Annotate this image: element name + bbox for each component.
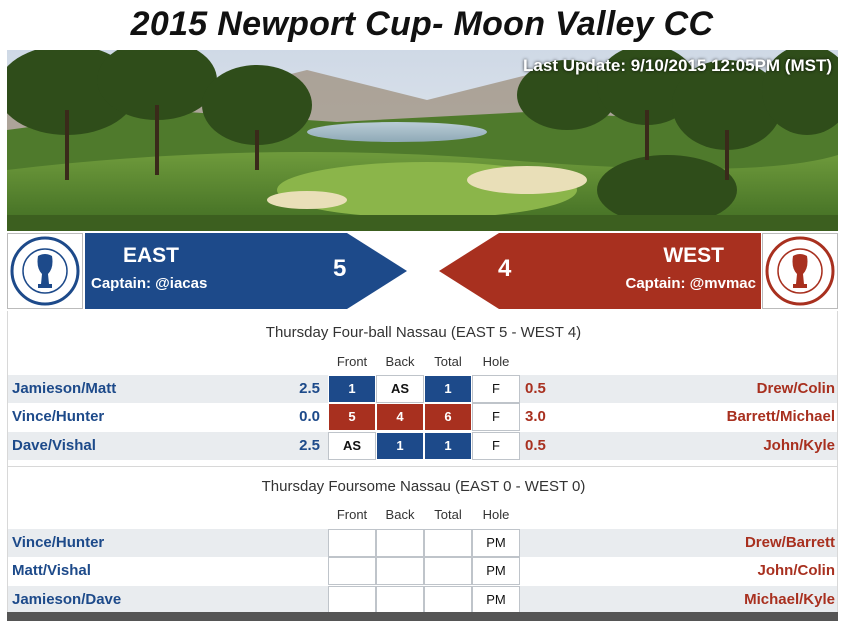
- west-team-name: WEST: [663, 244, 724, 267]
- front-score: [328, 586, 376, 614]
- west-points: 0.5: [525, 380, 546, 397]
- total-score: [424, 557, 472, 585]
- east-pair: Matt/Vishal: [12, 562, 91, 579]
- front-score: 1: [328, 375, 376, 403]
- foursome-title: Thursday Foursome Nassau (EAST 0 - WEST 0): [261, 478, 586, 495]
- west-score: 4: [498, 255, 512, 282]
- trophy-icon: [763, 234, 837, 308]
- west-captain: Captain: @mvmac: [625, 275, 756, 292]
- front-score: [328, 557, 376, 585]
- total-score: [424, 586, 472, 614]
- total-score: 6: [424, 403, 472, 431]
- west-pair: Michael/Kyle: [744, 591, 835, 608]
- sand-trap-logo-west: [762, 233, 838, 309]
- bottom-divider: [7, 612, 838, 621]
- hole-status: PM: [472, 529, 520, 557]
- match-row[interactable]: [8, 375, 837, 403]
- east-points: 2.5: [299, 380, 320, 397]
- banner-shapes: [7, 231, 838, 311]
- col-front: Front: [336, 354, 368, 369]
- east-captain: Captain: @iacas: [91, 275, 208, 292]
- back-score: 1: [376, 432, 424, 460]
- match-row[interactable]: [8, 432, 837, 460]
- page-title: 2015 Newport Cup- Moon Valley CC: [130, 5, 714, 43]
- col-back: Back: [385, 354, 415, 369]
- match-row[interactable]: [8, 557, 837, 585]
- west-pair: Drew/Colin: [756, 380, 835, 397]
- foursome-section: [7, 466, 838, 612]
- back-score: [376, 557, 424, 585]
- east-pair: Vince/Hunter: [12, 408, 105, 425]
- match-row[interactable]: [8, 529, 837, 557]
- back-score: [376, 529, 424, 557]
- fourball-section: [7, 311, 838, 466]
- front-score: 5: [328, 403, 376, 431]
- sand-trap-logo-east: [7, 233, 83, 309]
- east-score: 5: [333, 255, 347, 282]
- total-score: 1: [424, 432, 472, 460]
- west-points: 3.0: [525, 408, 546, 425]
- hole-status: F: [472, 403, 520, 431]
- match-row[interactable]: [8, 586, 837, 614]
- east-pair: Dave/Vishal: [12, 437, 96, 454]
- course-photo-illustration: [7, 50, 838, 231]
- front-score: [328, 529, 376, 557]
- west-pair: John/Kyle: [763, 437, 835, 454]
- fourball-title: Thursday Four-ball Nassau (EAST 5 - WEST 4): [265, 324, 582, 341]
- east-pair: Vince/Hunter: [12, 534, 105, 551]
- front-score: AS: [328, 432, 376, 460]
- west-points: 0.5: [525, 437, 546, 454]
- hole-status: PM: [472, 586, 520, 614]
- hole-status: PM: [472, 557, 520, 585]
- match-row[interactable]: [8, 403, 837, 431]
- back-score: 4: [376, 403, 424, 431]
- hole-status: F: [472, 432, 520, 460]
- back-score: AS: [376, 375, 424, 403]
- east-team-name: EAST: [123, 244, 180, 267]
- last-update: Last Update: 9/10/2015 12:05PM (MST): [523, 56, 832, 75]
- trophy-icon: [8, 234, 82, 308]
- east-pair: Jamieson/Dave: [12, 591, 122, 608]
- col-total: Total: [434, 507, 462, 522]
- west-pair: Barrett/Michael: [726, 408, 835, 425]
- total-score: 1: [424, 375, 472, 403]
- col-hole: Hole: [482, 354, 510, 369]
- west-pair: John/Colin: [757, 562, 835, 579]
- back-score: [376, 586, 424, 614]
- hole-status: F: [472, 375, 520, 403]
- east-points: 2.5: [299, 437, 320, 454]
- col-hole: Hole: [482, 507, 510, 522]
- col-front: Front: [336, 507, 368, 522]
- total-score: [424, 529, 472, 557]
- east-pair: Jamieson/Matt: [12, 380, 117, 397]
- team-banner: [7, 231, 838, 311]
- west-pair: Drew/Barrett: [744, 534, 835, 551]
- course-photo: [7, 50, 838, 231]
- col-total: Total: [434, 354, 462, 369]
- east-points: 0.0: [299, 408, 320, 425]
- col-back: Back: [385, 507, 415, 522]
